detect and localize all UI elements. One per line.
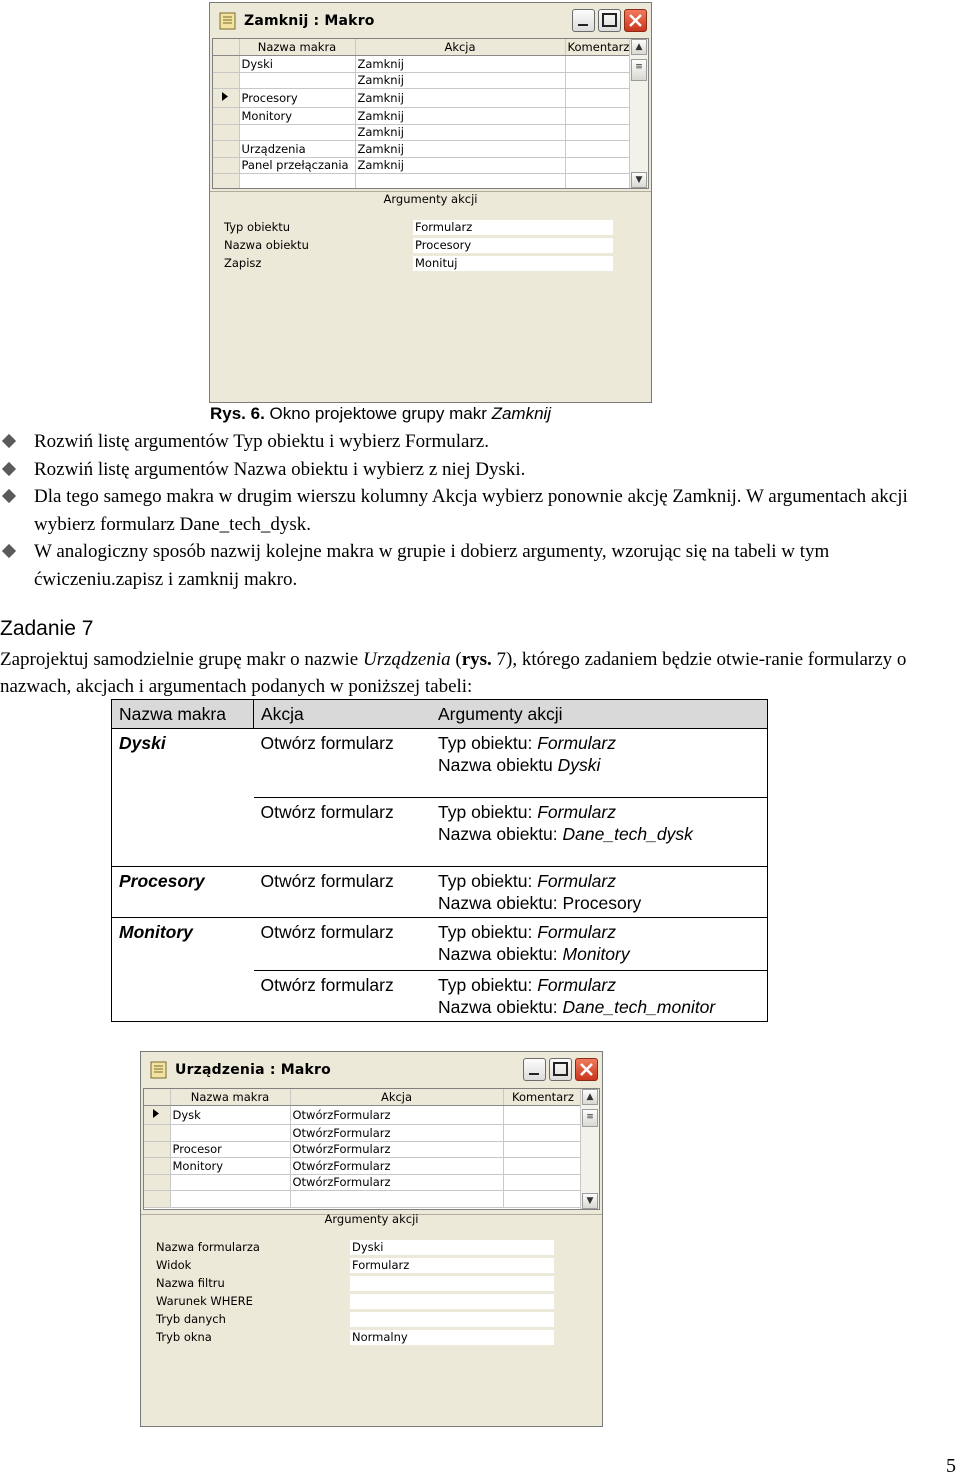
arguments-cell [431, 918, 768, 971]
diamond-bullet-icon [2, 544, 16, 558]
arg-label: Nazwa obiektu: [438, 944, 563, 964]
minimize-button[interactable] [523, 1058, 546, 1081]
action-cell[interactable] [290, 1191, 503, 1208]
macro-grid [212, 38, 649, 189]
section-heading: Zadanie 7 [0, 617, 94, 640]
arguments-cell [431, 798, 768, 867]
macro-name-cell[interactable] [239, 174, 355, 190]
action-name: Otwórz formularz [254, 971, 432, 1022]
action-cell[interactable]: Zamknij [355, 89, 565, 108]
column-header-macro-name[interactable]: Nazwa makra [170, 1089, 290, 1106]
row-selector[interactable] [144, 1158, 170, 1175]
arg-label: Nazwa obiektu: [438, 824, 563, 844]
arg-value: Dyski [557, 755, 601, 775]
table-row[interactable] [213, 72, 632, 89]
comment-cell[interactable] [503, 1191, 583, 1208]
arg-label: Typ obiektu: [438, 975, 538, 995]
argument-label: Typ obiektu [224, 220, 291, 234]
row-selector[interactable] [213, 124, 239, 141]
macro-icon [218, 10, 238, 32]
action-cell[interactable]: Zamknij [355, 157, 565, 174]
table-row[interactable] [213, 108, 632, 125]
caption-number: Rys. 6. [210, 404, 265, 423]
arguments-cell [431, 729, 768, 798]
row-selector-header [213, 39, 239, 56]
scroll-down-button[interactable]: ▼ [631, 172, 647, 188]
argument-label: Warunek WHERE [156, 1294, 253, 1308]
action-arguments-title: Argumenty akcji [383, 192, 478, 206]
action-cell[interactable]: Zamknij [355, 124, 565, 141]
macro-name-cell[interactable]: Dyski [239, 56, 355, 73]
close-button[interactable] [624, 9, 647, 32]
argument-value-field[interactable] [350, 1276, 554, 1291]
action-name: Otwórz formularz [254, 798, 432, 867]
action-cell[interactable]: OtwórzFormularz [290, 1106, 503, 1125]
row-selector[interactable] [213, 141, 239, 158]
comment-cell[interactable] [503, 1158, 583, 1175]
comment-cell[interactable] [565, 108, 632, 125]
arg-label: Nazwa obiektu: [438, 893, 563, 913]
argument-label: Nazwa obiektu [224, 238, 309, 252]
table-row[interactable] [144, 1141, 583, 1158]
table-row[interactable] [213, 124, 632, 141]
comment-cell[interactable] [565, 157, 632, 174]
macro-name: Procesory [119, 871, 205, 891]
maximize-button[interactable] [598, 9, 621, 32]
table-row [112, 867, 768, 918]
arg-label: Typ obiektu: [438, 871, 538, 891]
column-header-comment[interactable]: Komentarz [503, 1089, 583, 1106]
paragraph-bold: rys. [461, 649, 492, 670]
macro-icon [149, 1059, 169, 1081]
argument-value-field[interactable]: Formularz [350, 1258, 554, 1273]
macro-name-cell[interactable]: Procesory [239, 89, 355, 108]
comment-cell[interactable] [565, 124, 632, 141]
maximize-button[interactable] [549, 1058, 572, 1081]
table-row [112, 918, 768, 971]
macro-name-cell[interactable] [170, 1191, 290, 1208]
row-selector-header [144, 1089, 170, 1106]
table-row[interactable] [213, 141, 632, 158]
list-item [0, 428, 960, 456]
arg-value: Formularz [537, 733, 616, 753]
macro-name-cell[interactable] [239, 72, 355, 89]
argument-value-field[interactable] [350, 1294, 554, 1309]
list-item-text: Dla tego samego makra w drugim wierszu kolumny Akcja wybierz ponownie akcję Zamknij. W argumentach akcji wybierz formularz Dane_tech_dysk. [34, 486, 908, 535]
list-item [0, 483, 960, 538]
scroll-thumb[interactable]: ≡ [631, 59, 647, 81]
argument-label: Nazwa filtru [156, 1276, 225, 1290]
comment-cell[interactable] [503, 1141, 583, 1158]
macro-name-cell[interactable]: Monitory [170, 1158, 290, 1175]
arg-label: Typ obiektu: [438, 922, 538, 942]
figure-caption [210, 404, 551, 424]
arg-value: Formularz [537, 975, 616, 995]
row-selector-current[interactable] [213, 89, 239, 108]
table-header-row [112, 700, 768, 729]
table-header: Argumenty akcji [431, 700, 768, 729]
current-row-arrow-icon [213, 89, 235, 104]
row-selector[interactable] [144, 1174, 170, 1191]
row-selector[interactable] [213, 72, 239, 89]
paragraph-italic: Urządzenia [362, 649, 451, 670]
macro-window-zamknij [209, 2, 652, 403]
scroll-up-button[interactable]: ▲ [582, 1089, 598, 1105]
close-button[interactable] [575, 1058, 598, 1081]
action-name: Otwórz formularz [254, 918, 432, 971]
arg-value: Dane_tech_dysk [562, 824, 693, 844]
macro-name-cell[interactable] [239, 124, 355, 141]
current-row-arrow-icon [144, 1106, 166, 1121]
list-item [0, 456, 960, 484]
table-row [112, 729, 768, 798]
comment-cell[interactable] [503, 1174, 583, 1191]
argument-value-field[interactable]: Dyski [350, 1240, 554, 1255]
table-row[interactable] [144, 1125, 583, 1142]
action-cell[interactable]: Zamknij [355, 108, 565, 125]
list-item-text: W analogiczny sposób nazwij kolejne makra w grupie i dobierz argumenty, wzorując się na tabeli w tym ćwiczeniu.zapisz i zamknij makro. [34, 541, 830, 590]
argument-label: Tryb danych [156, 1312, 226, 1326]
row-selector-current[interactable] [144, 1106, 170, 1125]
window-title: Urządzenia : Makro [175, 1062, 331, 1078]
table-header: Akcja [254, 700, 432, 729]
arguments-cell [431, 867, 768, 918]
action-cell[interactable]: OtwórzFormularz [290, 1141, 503, 1158]
minimize-button[interactable] [572, 9, 595, 32]
macro-name-cell[interactable]: Dysk [170, 1106, 290, 1125]
comment-cell[interactable] [503, 1125, 583, 1142]
comment-cell[interactable] [503, 1106, 583, 1125]
page-number: 5 [946, 1455, 956, 1477]
action-cell[interactable]: OtwórzFormularz [290, 1125, 503, 1142]
argument-value-field[interactable]: Monituj [413, 256, 613, 271]
action-cell[interactable]: Zamknij [355, 56, 565, 73]
arg-label: Nazwa obiektu [438, 755, 558, 775]
column-header-macro-name[interactable]: Nazwa makra [239, 39, 355, 56]
table-row[interactable] [144, 1158, 583, 1175]
arg-label: Typ obiektu: [438, 802, 538, 822]
argument-value-field[interactable]: Formularz [413, 220, 613, 235]
caption-text: Okno projektowe grupy makr [264, 404, 492, 423]
macro-name: Dyski [119, 733, 166, 753]
action-name: Otwórz formularz [254, 729, 432, 798]
title-bar[interactable] [141, 1052, 602, 1088]
vertical-scrollbar[interactable] [580, 1089, 599, 1209]
comment-cell[interactable] [565, 89, 632, 108]
row-selector[interactable] [144, 1141, 170, 1158]
table-row[interactable] [213, 157, 632, 174]
scroll-thumb[interactable]: ≡ [582, 1109, 598, 1127]
row-selector[interactable] [213, 108, 239, 125]
table-row[interactable] [213, 56, 632, 73]
diamond-bullet-icon [2, 489, 16, 503]
action-cell[interactable]: OtwórzFormularz [290, 1174, 503, 1191]
paragraph-text: ( [450, 649, 462, 670]
macro-name: Monitory [119, 922, 193, 942]
vertical-scrollbar[interactable] [629, 39, 648, 188]
macro-name-cell[interactable]: Monitory [239, 108, 355, 125]
arg-value: Monitory [562, 944, 630, 964]
list-item [0, 538, 960, 593]
macro-arguments-table [111, 699, 768, 1022]
table-row[interactable] [213, 89, 632, 108]
task-paragraph [0, 646, 958, 700]
table-row[interactable] [144, 1106, 583, 1125]
argument-value-field[interactable]: Procesory [413, 238, 613, 253]
macro-name-cell[interactable]: Urządzenia [239, 141, 355, 158]
macro-name-cell[interactable] [170, 1125, 290, 1142]
arguments-cell [431, 971, 768, 1022]
action-cell[interactable]: Zamknij [355, 72, 565, 89]
argument-label: Widok [156, 1258, 192, 1272]
row-selector[interactable] [144, 1191, 170, 1208]
argument-label: Nazwa formularza [156, 1240, 260, 1254]
row-selector[interactable] [144, 1125, 170, 1142]
row-selector[interactable] [213, 174, 239, 190]
argument-value-field[interactable] [350, 1312, 554, 1327]
comment-cell[interactable] [565, 56, 632, 73]
scroll-down-button[interactable]: ▼ [582, 1193, 598, 1209]
macro-grid [143, 1088, 600, 1210]
diamond-bullet-icon [2, 461, 16, 475]
table-row[interactable] [144, 1174, 583, 1191]
macro-name-cell[interactable]: Procesor [170, 1141, 290, 1158]
arg-label: Typ obiektu: [438, 733, 538, 753]
arg-value: Formularz [537, 871, 616, 891]
row-selector[interactable] [213, 56, 239, 73]
column-header-comment[interactable]: Komentarz [565, 39, 632, 56]
paragraph-text: 7), którego zadaniem będzie otwie-ranie formularzy o nazwach, akcjach i argumentach podanych w poniższej tabeli: [0, 649, 907, 697]
list-item-text: Rozwiń listę argumentów Nazwa obiektu i wybierz z niej Dyski. [34, 458, 526, 480]
action-name: Otwórz formularz [254, 867, 432, 918]
list-item-text: Rozwiń listę argumentów Typ obiektu i wybierz Formularz. [34, 431, 489, 452]
title-bar[interactable] [210, 3, 651, 39]
argument-label: Tryb okna [156, 1330, 212, 1344]
arg-value: Formularz [537, 922, 616, 942]
action-cell[interactable]: Zamknij [355, 141, 565, 158]
argument-label: Zapisz [224, 256, 262, 270]
macro-name-cell[interactable]: Panel przełączania [239, 157, 355, 174]
comment-cell[interactable] [565, 141, 632, 158]
comment-cell[interactable] [565, 72, 632, 89]
window-title: Zamknij : Makro [244, 13, 375, 29]
arg-label: Nazwa obiektu: [438, 997, 563, 1017]
arg-value: Procesory [562, 893, 642, 913]
row-selector[interactable] [213, 157, 239, 174]
action-cell[interactable]: OtwórzFormularz [290, 1158, 503, 1175]
macro-name-cell[interactable] [170, 1174, 290, 1191]
arg-value: Formularz [537, 802, 616, 822]
diamond-bullet-icon [2, 434, 16, 448]
arg-value: Dane_tech_monitor [562, 997, 716, 1017]
table-row[interactable] [213, 174, 632, 190]
column-header-action[interactable]: Akcja [355, 39, 565, 56]
argument-value-field[interactable]: Normalny [350, 1330, 554, 1345]
table-header: Nazwa makra [112, 700, 254, 729]
instruction-list [0, 428, 960, 593]
paragraph-text: Zaprojektuj samodzielnie grupę makr o nazwie [0, 649, 363, 670]
scroll-up-button[interactable]: ▲ [631, 39, 647, 55]
column-header-action[interactable]: Akcja [290, 1089, 503, 1106]
macro-window-urzadzenia [140, 1051, 603, 1427]
action-cell[interactable] [355, 174, 565, 190]
caption-italic: Zamknij [491, 404, 552, 423]
comment-cell[interactable] [565, 174, 632, 190]
table-row[interactable] [144, 1191, 583, 1208]
action-arguments-title: Argumenty akcji [324, 1212, 419, 1226]
